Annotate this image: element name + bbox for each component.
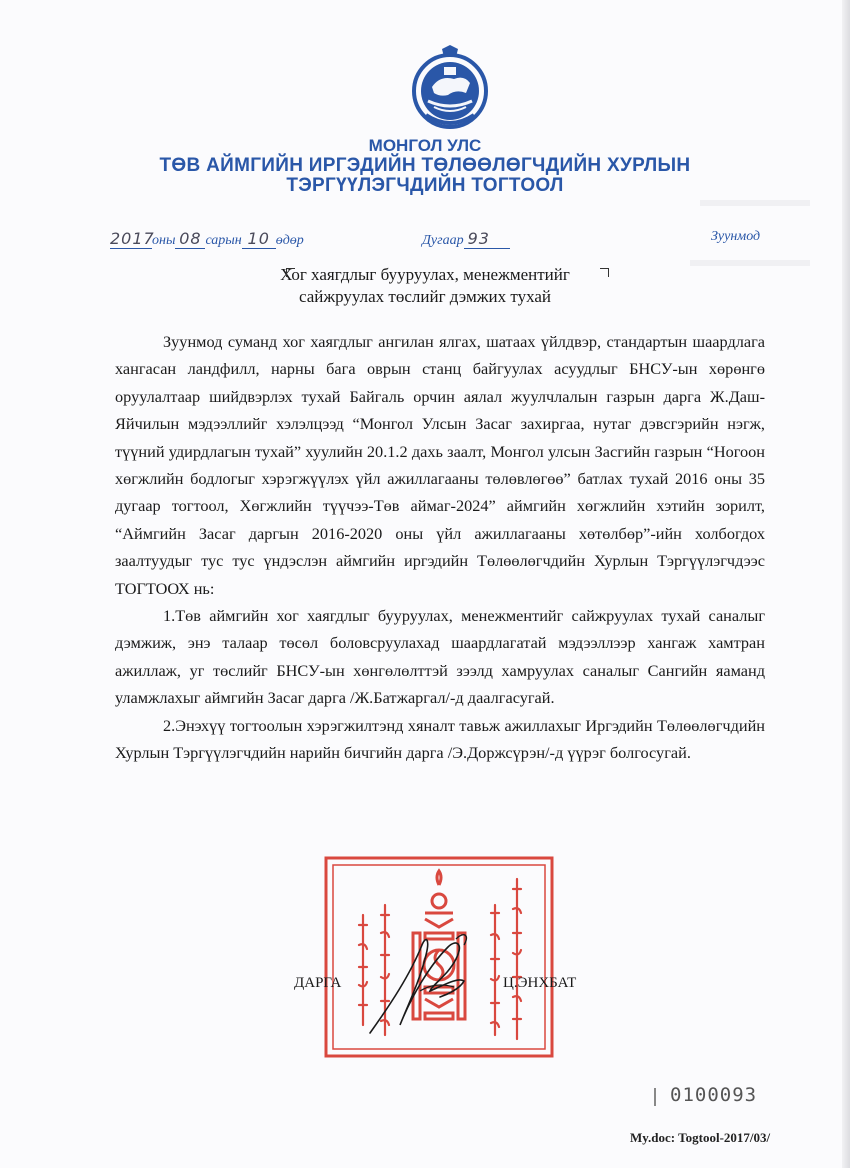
subject-line: сайжруулах төслийг дэмжих тухай (298, 287, 552, 306)
body-paragraph: Зуунмод суманд хог хаягдлыг ангилан ялгах, шатаах үйлдвэр, стандартын шаардлага хангасан ландфилл, нарны бага оврын станц байгуулах асуудлыг БНСУ-ын хөрөнгө оруулалтаар шийдвэрлэх тухай Байгаль орчин аялал жуулчлалын газрын дарга Ж.Даш-Яйчилын мэдээллийг хэлэлцээд “Монгол Улсын Засаг захиргаа, нутаг дэвсгэрийн нэгж, түүний удирдлагын тухай” хуулийн 20.1.2 дахь заалт, Монгол улсын Засгийн газрын “Ногоон хөгжлийн бодлогыг хэрэгжүүлэх үйл ажиллагааны төлөвлөгөө” батлах тухай 2016 оны 35 дугаар тогтоол, Хөгжлийн түүчээ-Төв аймаг-2024” аймгийн хөгжлийн хэтийн зорилт, “Аймгийн Засаг даргын 2016-2020 оны үйл ажиллагааны хөтөлбөр”-ийн холбогдох заалтуудыг тус тус үндэслэн аймгийн иргэдийн Төлөөлөгчдийн Хурлын Тэргүүлэгчдээс ТОГТООХ нь: (115, 332, 765, 598)
date-day: 10 (242, 229, 276, 249)
document-subject (0, 264, 850, 308)
date-month-suffix: сарын (205, 233, 242, 248)
bleed-through (700, 200, 810, 206)
date-month: 08 (175, 229, 205, 249)
date-year: 2017 (110, 229, 155, 248)
header-document-type: ТЭРГҮҮЛЭГЧДИЙН ТОГТООЛ (286, 175, 564, 196)
subject-bracket-left (286, 268, 295, 277)
body-paragraph: 1.Төв аймгийн хог хаягдлыг бууруулах, менежментийг сайжруулах тухай саналыг дэмжиж, энэ талаар төсөл боловсруулахад шаардлагатай мэдээллээр хангаж хамтран ажиллаж, уг төслийг БНСУ-ын хөнгөлөлттэй зээлд хамруулах саналыг Сангийн яаманд уламжлахыг аймгийн Засаг дарга /Ж.Батжаргал/-д даалгасугай. (115, 606, 765, 708)
subject-line: Хог хаягдлыг бууруулах, менежментийг (280, 265, 570, 284)
number-value: 93 (464, 229, 510, 249)
handwritten-signature (360, 925, 490, 1040)
signer-name: Ц.ЭНХБАТ (503, 975, 577, 991)
document-number (422, 229, 510, 249)
document-date (110, 229, 304, 249)
document-header (0, 136, 850, 196)
date-year-suffix: оны (152, 233, 176, 248)
document-place: Зуунмод (711, 229, 761, 244)
header-country: МОНГОЛ УЛС (368, 136, 482, 155)
body-paragraph: 2.Энэхүү тогтоолын хэрэгжилтэнд хяналт тавьж ажиллахыг Иргэдийн Төлөөлөгчдийн Хурлын Тэргүүлэгчдийн нарийн бичгийн дарга /Э.Доржсүрэн/-д үүрэг болгосугай. (115, 715, 765, 763)
serial-number: 0100093 (670, 1084, 758, 1106)
number-label: Дугаар (422, 233, 464, 248)
state-emblem-icon (410, 45, 490, 131)
document-body (115, 328, 765, 767)
signer-title: ДАРГА (294, 975, 342, 991)
footer-file-reference: My.doc: Togtool-2017/03/ (630, 1130, 771, 1145)
subject-bracket-right (600, 268, 609, 277)
serial-mark (654, 1088, 656, 1106)
date-day-suffix: өдөр (275, 233, 304, 248)
header-organization: ТӨВ АЙМГИЙН ИРГЭДИЙН ТӨЛӨӨЛӨГЧДИЙН ХУРЛЫН (159, 155, 691, 176)
